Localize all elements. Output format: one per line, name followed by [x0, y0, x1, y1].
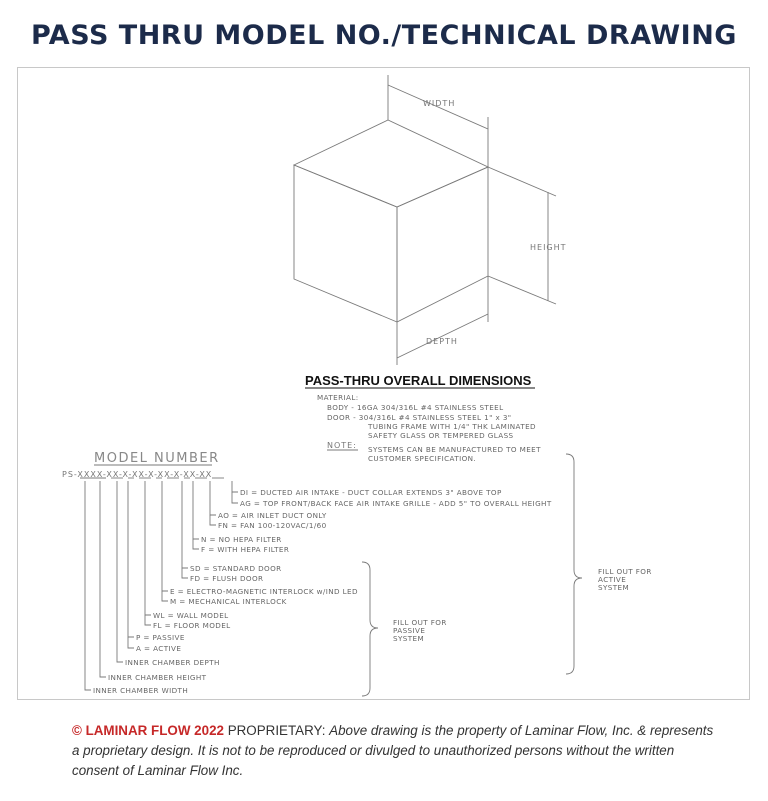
option-m: M = MECHANICAL INTERLOCK — [170, 597, 287, 606]
cube-right-face — [397, 167, 488, 322]
note-line-1: SYSTEMS CAN BE MANUFACTURED TO MEET — [368, 445, 541, 454]
model-number-label: MODEL NUMBER — [94, 451, 220, 466]
material-label: MATERIAL: — [317, 393, 359, 402]
copyright-footer — [72, 721, 722, 781]
cube-front-face — [294, 165, 397, 322]
active-note-line-2: ACTIVE — [598, 575, 627, 584]
option-n: N = NO HEPA FILTER — [201, 535, 282, 544]
option-ao: AO = AIR INLET DUCT ONLY — [218, 511, 327, 520]
option-inner-depth: INNER CHAMBER DEPTH — [125, 658, 220, 667]
option-a: A = ACTIVE — [136, 644, 182, 653]
passive-note-line-3: SYSTEM — [393, 634, 425, 643]
proprietary-label: PROPRIETARY: — [227, 723, 326, 738]
option-fl: FL = FLOOR MODEL — [153, 621, 231, 630]
active-note-line-3: SYSTEM — [598, 583, 630, 592]
option-e: E = ELECTRO-MAGNETIC INTERLOCK w/IND LED — [170, 587, 358, 596]
option-p: P = PASSIVE — [136, 633, 185, 642]
active-note-line-1: FILL OUT FOR — [598, 567, 652, 576]
option-wl: WL = WALL MODEL — [153, 611, 229, 620]
material-door: DOOR - 304/316L #4 STAINLESS STEEL 1" x 3" — [327, 413, 512, 422]
material-glass: SAFETY GLASS OR TEMPERED GLASS — [368, 431, 514, 440]
option-fn: FN = FAN 100-120VAC/1/60 — [218, 521, 327, 530]
passive-brace — [362, 562, 378, 696]
option-di: DI = DUCTED AIR INTAKE - DUCT COLLAR EXTENDS 3" ABOVE TOP — [240, 488, 502, 497]
copyright-brand: © LAMINAR FLOW 2022 — [72, 723, 224, 738]
dimensions-heading: PASS-THRU OVERALL DIMENSIONS — [305, 373, 532, 388]
material-frame: TUBING FRAME WITH 1/4" THK LAMINATED — [368, 422, 536, 431]
model-number-code: PS-XXXX-XX-X-XX-X-XX-X-XX-XX — [62, 470, 213, 479]
cube-top-face — [294, 120, 488, 207]
material-body: BODY - 16GA 304/316L #4 STAINLESS STEEL — [327, 403, 504, 412]
active-brace — [566, 454, 582, 674]
height-label: HEIGHT — [530, 243, 567, 252]
option-fd: FD = FLUSH DOOR — [190, 574, 264, 583]
depth-dimension-line — [397, 314, 488, 358]
passive-note-line-2: PASSIVE — [393, 626, 426, 635]
option-ag: AG = TOP FRONT/BACK FACE AIR INTAKE GRILLE - ADD 5" TO OVERALL HEIGHT — [240, 499, 552, 508]
passive-note-line-1: FILL OUT FOR — [393, 618, 447, 627]
option-inner-height: INNER CHAMBER HEIGHT — [108, 673, 207, 682]
option-inner-width: INNER CHAMBER WIDTH — [93, 686, 189, 695]
copyright-text: Above drawing is the property of Laminar Flow, Inc. & represents a proprietary design. It is not to be reproduced or divulged to unauthorized persons without the written consent of Laminar Flow Inc. — [72, 723, 714, 778]
option-sd: SD = STANDARD DOOR — [190, 564, 282, 573]
note-label: NOTE: — [327, 441, 357, 450]
option-f: F = WITH HEPA FILTER — [201, 545, 290, 554]
page-title: PASS THRU MODEL NO./TECHNICAL DRAWING — [31, 20, 737, 51]
depth-label: DEPTH — [426, 337, 458, 346]
width-label: WIDTH — [423, 99, 456, 108]
note-line-2: CUSTOMER SPECIFICATION. — [368, 454, 477, 463]
